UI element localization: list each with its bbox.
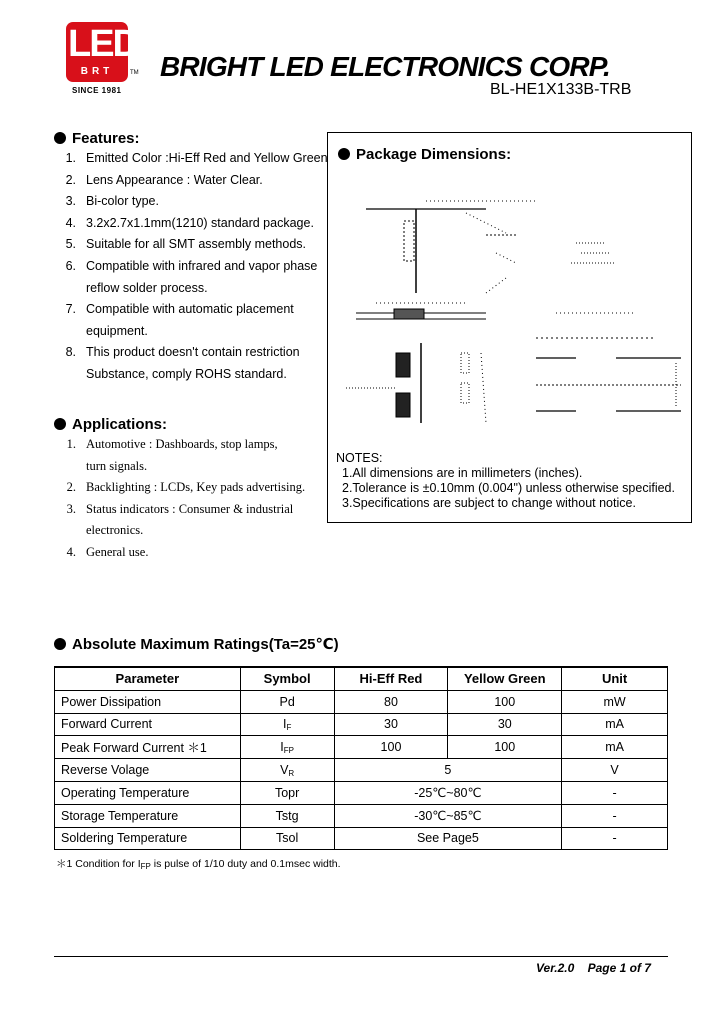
ratings-table [54,666,668,850]
cell-parameter: Operating Temperature [55,781,241,804]
table-row [55,804,668,827]
list-item-text: Compatible with automatic placement [86,302,294,317]
list-item-text: turn signals. [86,458,148,473]
cell-parameter: Peak Forward Current ＊1 [55,736,241,759]
logo-subtext: BRT [80,66,114,77]
bullet-icon [338,148,350,160]
cell-parameter: Reverse Volage [55,759,241,782]
list-item [54,170,329,192]
list-item-number: 4. [66,544,76,559]
list-item-number: 8. [65,345,76,360]
trademark-mark: TM [130,70,139,76]
list-item [54,213,329,235]
list-item-number [54,364,86,386]
cell-parameter: Soldering Temperature [55,827,241,850]
cell-value-merged: -25℃~80℃ [334,781,562,804]
note-1: 1.All dimensions are in millimeters (inches). [342,466,583,480]
cell-symbol [240,690,334,713]
company-logo [66,22,139,86]
list-item [54,321,329,343]
list-item-number [54,278,86,300]
list-item [54,278,329,300]
list-item-text: electronics. [86,523,144,538]
package-drawing [336,183,686,423]
applications-section [54,416,329,564]
list-item [54,256,329,278]
cell-symbol [240,713,334,736]
list-item [54,299,329,321]
list-item-text: Lens Appearance : Water Clear. [86,172,263,187]
cell-yellow-green: 100 [448,736,562,759]
list-item-number: 6. [65,258,76,273]
cell-symbol [240,804,334,827]
features-list [54,148,329,386]
cell-value-merged: -30℃~85℃ [334,804,562,827]
cell-unit: - [562,804,668,827]
table-row [55,781,668,804]
symbol-text: Topr [274,785,300,800]
package-heading: Package Dimensions: [338,146,511,164]
cell-unit: mA [562,713,668,736]
list-item [54,234,329,256]
table-row [55,759,668,782]
page-footer: Ver.2.0 Page 1 of 7 [536,961,651,975]
list-item [54,520,329,542]
list-item-number [54,456,86,478]
table-row [55,713,668,736]
table-row [55,827,668,850]
company-name: BRIGHT LED ELECTRONICS CORP. [160,51,611,82]
list-item-text: reflow solder process. [86,280,208,295]
since-year: SINCE 1981 [72,86,122,95]
list-item-text: Compatible with infrared and vapor phase [86,258,318,273]
cell-hi-eff-red: 100 [334,736,448,759]
table-row [55,736,668,759]
table-row [55,690,668,713]
list-item-number [54,321,86,343]
symbol-subscript: FP [283,745,294,755]
list-item-text: Bi-color type. [86,194,159,209]
list-item-text: Suitable for all SMT assembly methods. [86,237,307,252]
list-item [54,477,329,499]
part-number: BL-HE1X133B-TRB [490,81,632,98]
cell-value-merged: See Page5 [334,827,562,850]
cell-unit: - [562,781,668,804]
cell-unit: mA [562,736,668,759]
list-item-text: Substance, comply ROHS standard. [86,366,287,381]
cell-symbol [240,827,334,850]
cell-symbol [240,736,334,759]
list-item-text: This product doesn't contain restriction [86,345,300,360]
list-item-text: Emitted Color :Hi-Eff Red and Yellow Green [86,151,328,165]
cell-unit: mW [562,690,668,713]
bullet-icon [54,132,66,144]
header-hi-eff-red: Hi-Eff Red [334,667,448,690]
list-item-number: 3. [65,194,76,209]
applications-list [54,434,329,564]
list-item-text: Backlighting : LCDs, Key pads advertising. [86,480,306,495]
list-item-number [54,520,86,542]
cell-parameter: Forward Current [55,713,241,736]
list-item-number: 2. [66,480,76,495]
cell-symbol [240,781,334,804]
list-item [54,434,329,456]
cell-symbol [240,759,334,782]
list-item [54,364,329,386]
list-item [54,342,329,364]
note-3: 3.Specifications are subject to change without notice. [342,496,636,510]
logo-letters: LED [68,23,138,65]
list-item-text: Status indicators : Consumer & industrial [86,501,294,516]
symbol-text: Tstg [275,808,299,823]
features-section [54,130,329,386]
ratings-heading: Absolute Maximum Ratings(Ta=25℃) [54,636,339,654]
list-item-number: 1. [66,437,76,451]
list-item [54,499,329,521]
cell-hi-eff-red: 80 [334,690,448,713]
cell-value-merged: 5 [334,759,562,782]
symbol-text: I [282,716,287,731]
applications-heading: Applications: [54,416,329,434]
table-header-row [55,667,668,690]
cell-unit: V [562,759,668,782]
list-item [54,542,329,564]
header-parameter: Parameter [55,667,241,690]
bullet-icon [54,418,66,430]
cell-yellow-green: 100 [448,690,562,713]
header-yellow-green: Yellow Green [448,667,562,690]
footer-divider [54,956,668,957]
list-item-text: equipment. [86,323,148,338]
list-item [54,148,329,170]
list-item-number: 4. [65,215,76,230]
symbol-text: V [280,762,289,777]
list-item-text: Automotive : Dashboards, stop lamps, [86,437,278,451]
cell-parameter: Power Dissipation [55,690,241,713]
symbol-text: Tsol [276,831,299,846]
note-2: 2.Tolerance is ±0.10mm (0.004") unless otherwise specified. [342,481,675,495]
cell-yellow-green: 30 [448,713,562,736]
list-item-number: 5. [65,237,76,252]
package-dimensions-box [327,132,692,523]
symbol-subscript: F [286,722,292,732]
symbol-subscript: R [288,768,295,778]
symbol-text: Pd [279,694,295,709]
list-item [54,191,329,213]
package-notes [336,451,675,511]
notes-title: NOTES: [336,451,383,465]
list-item-text: General use. [86,544,149,559]
list-item-number: 1. [65,151,76,165]
cell-hi-eff-red: 30 [334,713,448,736]
list-item-text: 3.2x2.7x1.1mm(1210) standard package. [86,215,314,230]
cell-unit: - [562,827,668,850]
list-item-number: 7. [65,302,76,317]
symbol-text: I [280,739,284,754]
list-item-number: 2. [65,172,76,187]
bullet-icon [54,638,66,650]
features-heading: Features: [54,130,329,148]
list-item-number: 3. [66,501,76,516]
cell-parameter: Storage Temperature [55,804,241,827]
ratings-footnote: ＊1 Condition for $I_{FP}$ is pulse of 1/10 duty and 0.1msec width. [56,858,341,871]
list-item [54,456,329,478]
header-unit: Unit [562,667,668,690]
header-symbol: Symbol [240,667,334,690]
